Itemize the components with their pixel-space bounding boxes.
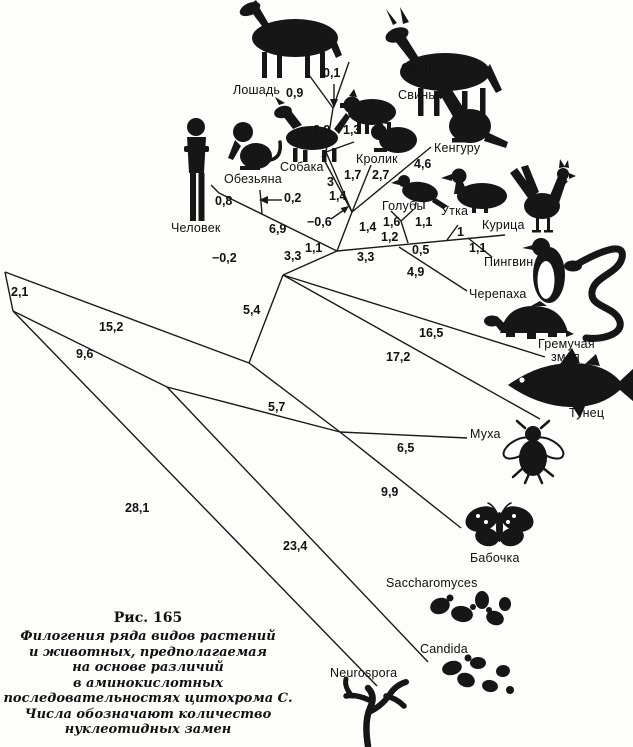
value-stub-minus06: −0,6 (307, 215, 332, 229)
label-candida: Candida (420, 642, 468, 656)
value-segment-05: 0,5 (412, 243, 430, 257)
label-saccharomyces: Saccharomyces (386, 576, 478, 590)
caption-line: Числа обозначают количество (24, 706, 272, 722)
caption-line: в аминокислотных (72, 675, 223, 691)
figure-caption (0, 610, 298, 738)
monkey-branch-arrow-icon (259, 196, 282, 204)
label-dog: Собака (280, 160, 324, 174)
value-tuna-branch: 17,2 (386, 350, 411, 364)
value-fly-branch: 6,5 (397, 441, 415, 455)
label-monkey: Обезьяна (224, 172, 282, 186)
candida-cells-illustration (441, 655, 514, 695)
label-pigeon: Голубь (382, 199, 424, 213)
caption-line: и животных, предполагаемая (29, 644, 267, 660)
label-donkey: Осел (401, 61, 432, 75)
monkey-illustration (228, 122, 280, 170)
value-stem-57: 5,7 (268, 400, 286, 414)
value-human-branch: 0,8 (215, 194, 233, 208)
value-stem-54: 5,4 (243, 303, 261, 317)
label-tuna: Тунец (569, 406, 605, 420)
value-pigeon-duck-stem: 1,2 (381, 230, 399, 244)
tree-branches (5, 62, 545, 686)
value-amniote-stem: 3,3 (284, 249, 302, 263)
label-duck: Утка (441, 204, 469, 218)
value-horse-donkey-stem: 2,9 (313, 123, 331, 137)
value-bird-stem: 3,3 (357, 250, 375, 264)
figure-number: Рис. 165 (113, 610, 183, 626)
value-butterfly-branch: 9,9 (381, 485, 399, 499)
value-kangaroo-stem: 2,7 (372, 168, 390, 182)
human-illustration (184, 118, 209, 221)
caption-line: Филогения ряда видов растений (20, 629, 276, 644)
label-kangaroo: Кенгуру (434, 141, 481, 155)
value-node-11: 1,1 (305, 241, 323, 255)
rattlesnake-illustration (556, 249, 622, 339)
label-fly: Муха (470, 427, 501, 441)
value-neurospora-branch: 28,1 (125, 501, 150, 515)
label-neurospora: Neurospora (330, 666, 398, 680)
caption-line: нуклеотидных замен (64, 722, 232, 737)
label-butterfly: Бабочка (470, 551, 520, 565)
value-stub-minus02: −0,2 (212, 251, 237, 265)
label-turtle: Черепаха (469, 287, 527, 301)
value-turtle-branch: 4,9 (407, 265, 425, 279)
saccharomyces-cells-illustration (428, 591, 511, 628)
value-pigeon-branch: 1,6 (383, 215, 401, 229)
value-snake-branch: 16,5 (419, 326, 444, 340)
value-mammal-stem: 6,9 (269, 222, 287, 236)
value-monkey-branch: 0,2 (284, 191, 302, 205)
minus06-branch-arrow-icon (331, 206, 349, 219)
turtle-illustration (484, 306, 574, 339)
dog-illustration (273, 97, 350, 162)
value-candida-branch: 23,4 (283, 539, 308, 553)
label-chicken: Курица (482, 218, 525, 232)
label-rattlesnake-line2: змея (551, 350, 580, 364)
value-dog-stem: 1,4 (329, 189, 347, 203)
value-rabbit-branch: 1,7 (344, 168, 362, 182)
value-root-21: 2,1 (11, 285, 29, 299)
caption-line: последовательностях цитохрома С. (3, 691, 293, 706)
label-penguin: Пингвин (484, 255, 534, 269)
value-ungulate-stem: 1,4 (359, 220, 377, 234)
fly-illustration (500, 421, 567, 483)
value-penguin-branch: 1,1 (469, 241, 487, 255)
value-pig-branch: 1,3 (343, 123, 361, 137)
label-human: Человек (171, 221, 221, 235)
value-kangaroo-branch: 4,6 (414, 157, 432, 171)
label-rattlesnake-line1: Гремучая (538, 337, 595, 351)
label-rabbit: Кролик (356, 152, 398, 166)
label-pig: Свинья (398, 88, 443, 102)
value-donkey-branch: 0,1 (323, 66, 341, 80)
caption-line: на основе различий (72, 660, 224, 675)
label-horse: Лошадь (233, 83, 281, 97)
value-stem-152: 15,2 (99, 320, 124, 334)
value-horse-branch: 0,9 (286, 86, 304, 100)
butterfly-illustration (462, 502, 537, 549)
value-chicken-branch: 1 (457, 225, 464, 239)
value-duck-branch: 1,1 (415, 215, 433, 229)
value-stem-96: 9,6 (76, 347, 94, 361)
value-dog-branch: 3 (327, 175, 334, 189)
penguin-illustration (522, 238, 565, 306)
neurospora-hyphae-illustration (346, 679, 406, 746)
